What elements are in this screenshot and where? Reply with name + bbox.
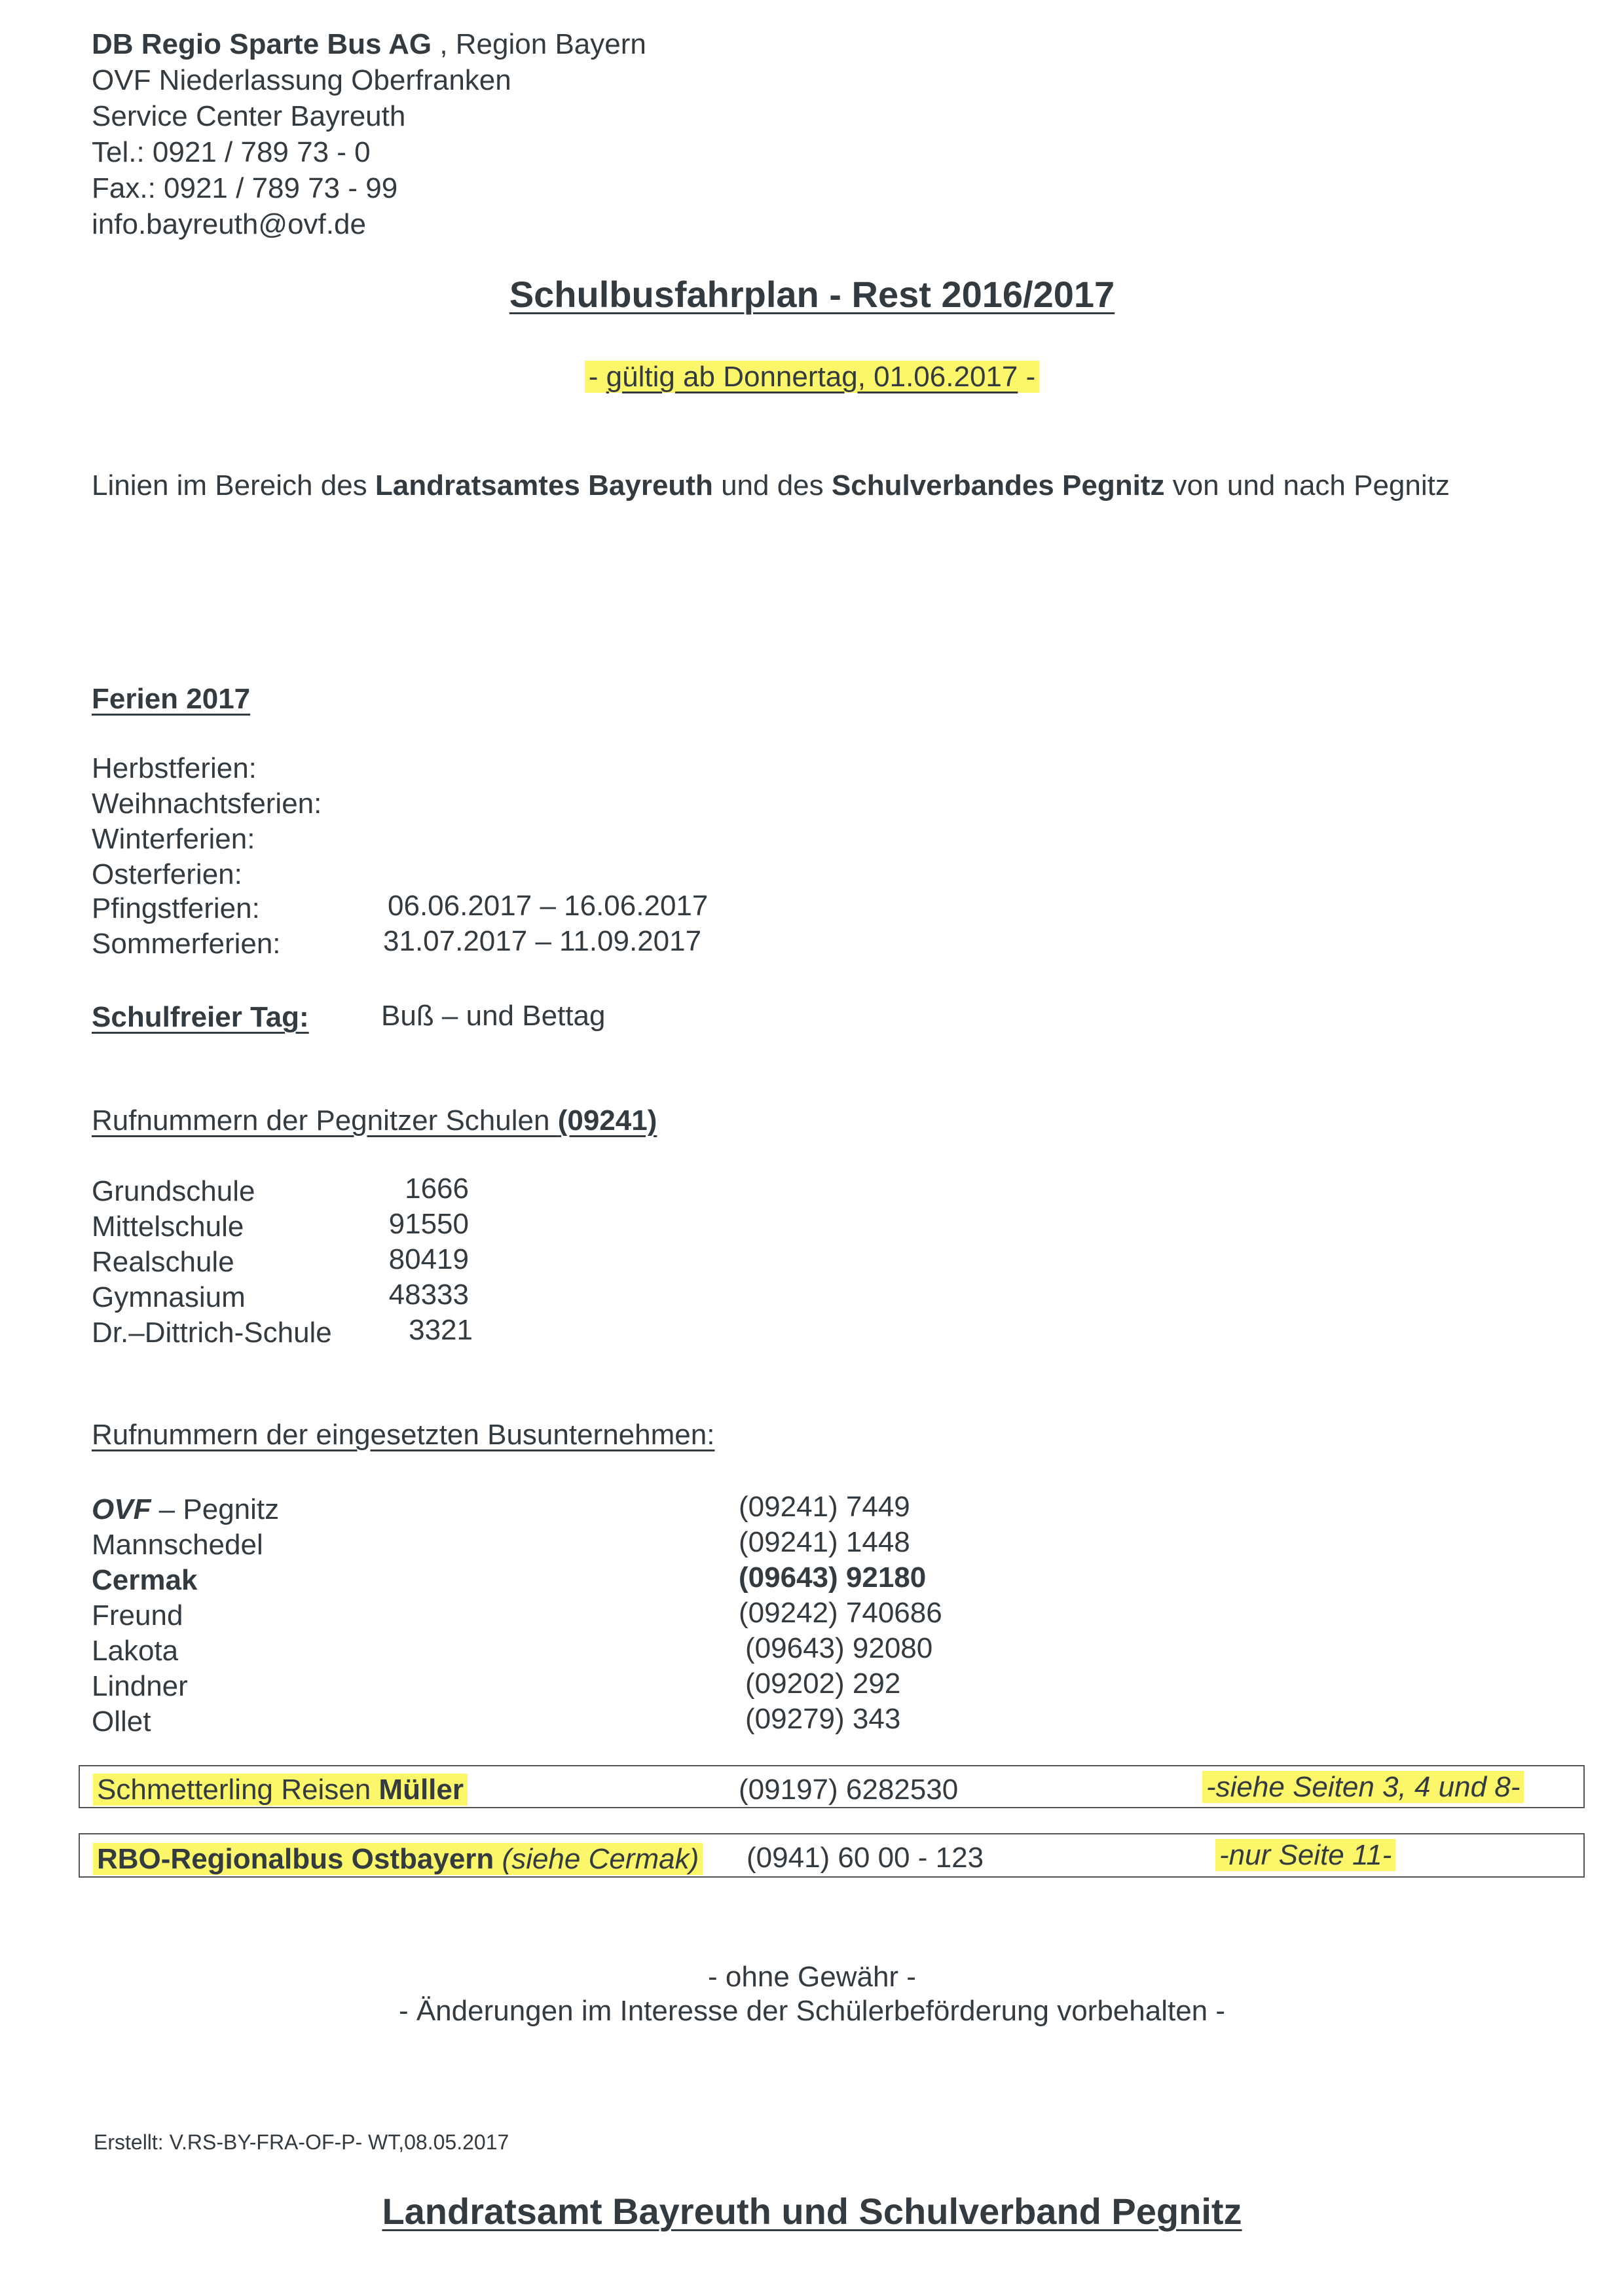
- school-number: 91550: [388, 1208, 469, 1240]
- header-email: info.bayreuth@ovf.de: [92, 208, 366, 240]
- intro-text-3: von und nach Pegnitz: [1164, 469, 1450, 501]
- created-note: Erstellt: V.RS-BY-FRA-OF-P- WT,08.05.2017: [94, 2130, 509, 2154]
- intro-landratsamt: Landratsamtes Bayreuth: [375, 469, 713, 501]
- box2-phone: (0941) 60 00 - 123: [747, 1842, 984, 1874]
- bus-company-name: Ollet: [92, 1705, 151, 1738]
- ferien-label: Osterferien:: [92, 858, 242, 890]
- school-number: 48333: [388, 1279, 469, 1311]
- footer-disclaimer: - ohne Gewähr -: [708, 1961, 916, 1993]
- bus-company-name: [92, 1495, 279, 1524]
- schools-heading: [92, 1106, 657, 1135]
- header-company: [92, 30, 646, 59]
- validity-line: [0, 363, 1624, 392]
- header-service: Service Center Bayreuth: [92, 100, 406, 132]
- ferien-heading: Ferien 2017: [92, 683, 251, 715]
- schools-area-code: (09241): [557, 1104, 657, 1137]
- school-name: Dr.–Dittrich-Schule: [92, 1317, 332, 1349]
- bus-company-name: Mannschedel: [92, 1529, 263, 1561]
- company-region: , Region Bayern: [432, 28, 646, 60]
- box2-note-text: -nur Seite 11-: [1215, 1839, 1395, 1871]
- bus-company-phone: (09643) 92080: [745, 1632, 933, 1664]
- intro-schulverband: Schulverbandes Pegnitz: [831, 469, 1165, 501]
- intro-text-2: und des: [712, 469, 832, 501]
- ferien-dates: 31.07.2017 – 11.09.2017: [383, 925, 702, 957]
- bus-company-phone: (09241) 7449: [739, 1491, 910, 1523]
- ferien-dates: 06.06.2017 – 16.06.2017: [388, 890, 709, 922]
- bus-company-phone: (09241) 1448: [739, 1526, 910, 1558]
- header-tel: Tel.: 0921 / 789 73 - 0: [92, 136, 371, 168]
- box1-note: [1202, 1773, 1524, 1802]
- box1-name: Schmetterling Reisen: [97, 1774, 379, 1806]
- box1-highlight: [93, 1774, 468, 1806]
- company-name: DB Regio Sparte Bus AG: [92, 28, 432, 60]
- school-number: 1666: [405, 1173, 469, 1205]
- school-number: 3321: [409, 1314, 473, 1346]
- page-title: Schulbusfahrplan - Rest 2016/2017: [509, 274, 1115, 315]
- ferien-label: Pfingstferien:: [92, 892, 260, 924]
- ferien-label: Sommerferien:: [92, 928, 281, 960]
- school-name: Realschule: [92, 1246, 234, 1278]
- box2-name-italic: (siehe Cermak): [494, 1843, 699, 1875]
- footer-changes: - Änderungen im Interesse der Schülerbeförderung vorbehalten -: [398, 1995, 1226, 2027]
- validity-text: gültig ab Donnertag, 01.06.2017: [606, 361, 1018, 393]
- bus-ovf-bold: OVF: [92, 1493, 151, 1525]
- box2-name-bold: RBO-Regionalbus Ostbayern: [97, 1843, 494, 1875]
- bus-company-name: Lindner: [92, 1670, 188, 1702]
- school-name: Grundschule: [92, 1175, 255, 1207]
- box1-company: [93, 1776, 468, 1804]
- bus-ovf-rest: – Pegnitz: [151, 1493, 280, 1525]
- box2-highlight: [93, 1843, 703, 1875]
- intro-line: [92, 471, 1450, 500]
- bus-company-name: Cermak: [92, 1564, 198, 1596]
- school-name: Mittelschule: [92, 1211, 244, 1243]
- school-number: 80419: [388, 1243, 469, 1275]
- box2-company: [93, 1845, 703, 1874]
- header-fax: Fax.: 0921 / 789 73 - 99: [92, 172, 398, 204]
- ferien-label: Winterferien:: [92, 823, 255, 855]
- validity-dash-right: -: [1018, 361, 1036, 393]
- intro-text-1: Linien im Bereich des: [92, 469, 375, 501]
- school-name: Gymnasium: [92, 1281, 246, 1313]
- ferien-label: Weihnachtsferien:: [92, 788, 322, 820]
- bottom-title: Landratsamt Bayreuth und Schulverband Pegnitz: [382, 2191, 1242, 2232]
- bus-company-phone: (09242) 740686: [739, 1597, 942, 1629]
- schulfrei-value: Buß – und Bettag: [381, 1000, 606, 1032]
- header-branch: OVF Niederlassung Oberfranken: [92, 64, 511, 96]
- schulfrei-label: Schulfreier Tag:: [92, 1001, 309, 1033]
- bus-company-name: Lakota: [92, 1635, 179, 1667]
- box1-note-text: -siehe Seiten 3, 4 und 8-: [1202, 1771, 1524, 1803]
- box1-name-bold: Müller: [378, 1774, 464, 1806]
- bus-company-phone: (09279) 343: [745, 1703, 901, 1735]
- validity-highlight: [585, 361, 1040, 393]
- bus-company-phone: (09643) 92180: [739, 1561, 927, 1594]
- bus-heading: Rufnummern der eingesetzten Busunternehmen:: [92, 1419, 715, 1451]
- ferien-label: Herbstferien:: [92, 752, 257, 784]
- box1-phone: (09197) 6282530: [739, 1774, 959, 1806]
- schools-heading-text: Rufnummern der Pegnitzer Schulen: [92, 1104, 558, 1137]
- validity-dash-left: -: [588, 361, 606, 393]
- bus-company-name: Freund: [92, 1599, 183, 1631]
- box2-note: [1215, 1841, 1395, 1870]
- bus-company-phone: (09202) 292: [745, 1667, 901, 1700]
